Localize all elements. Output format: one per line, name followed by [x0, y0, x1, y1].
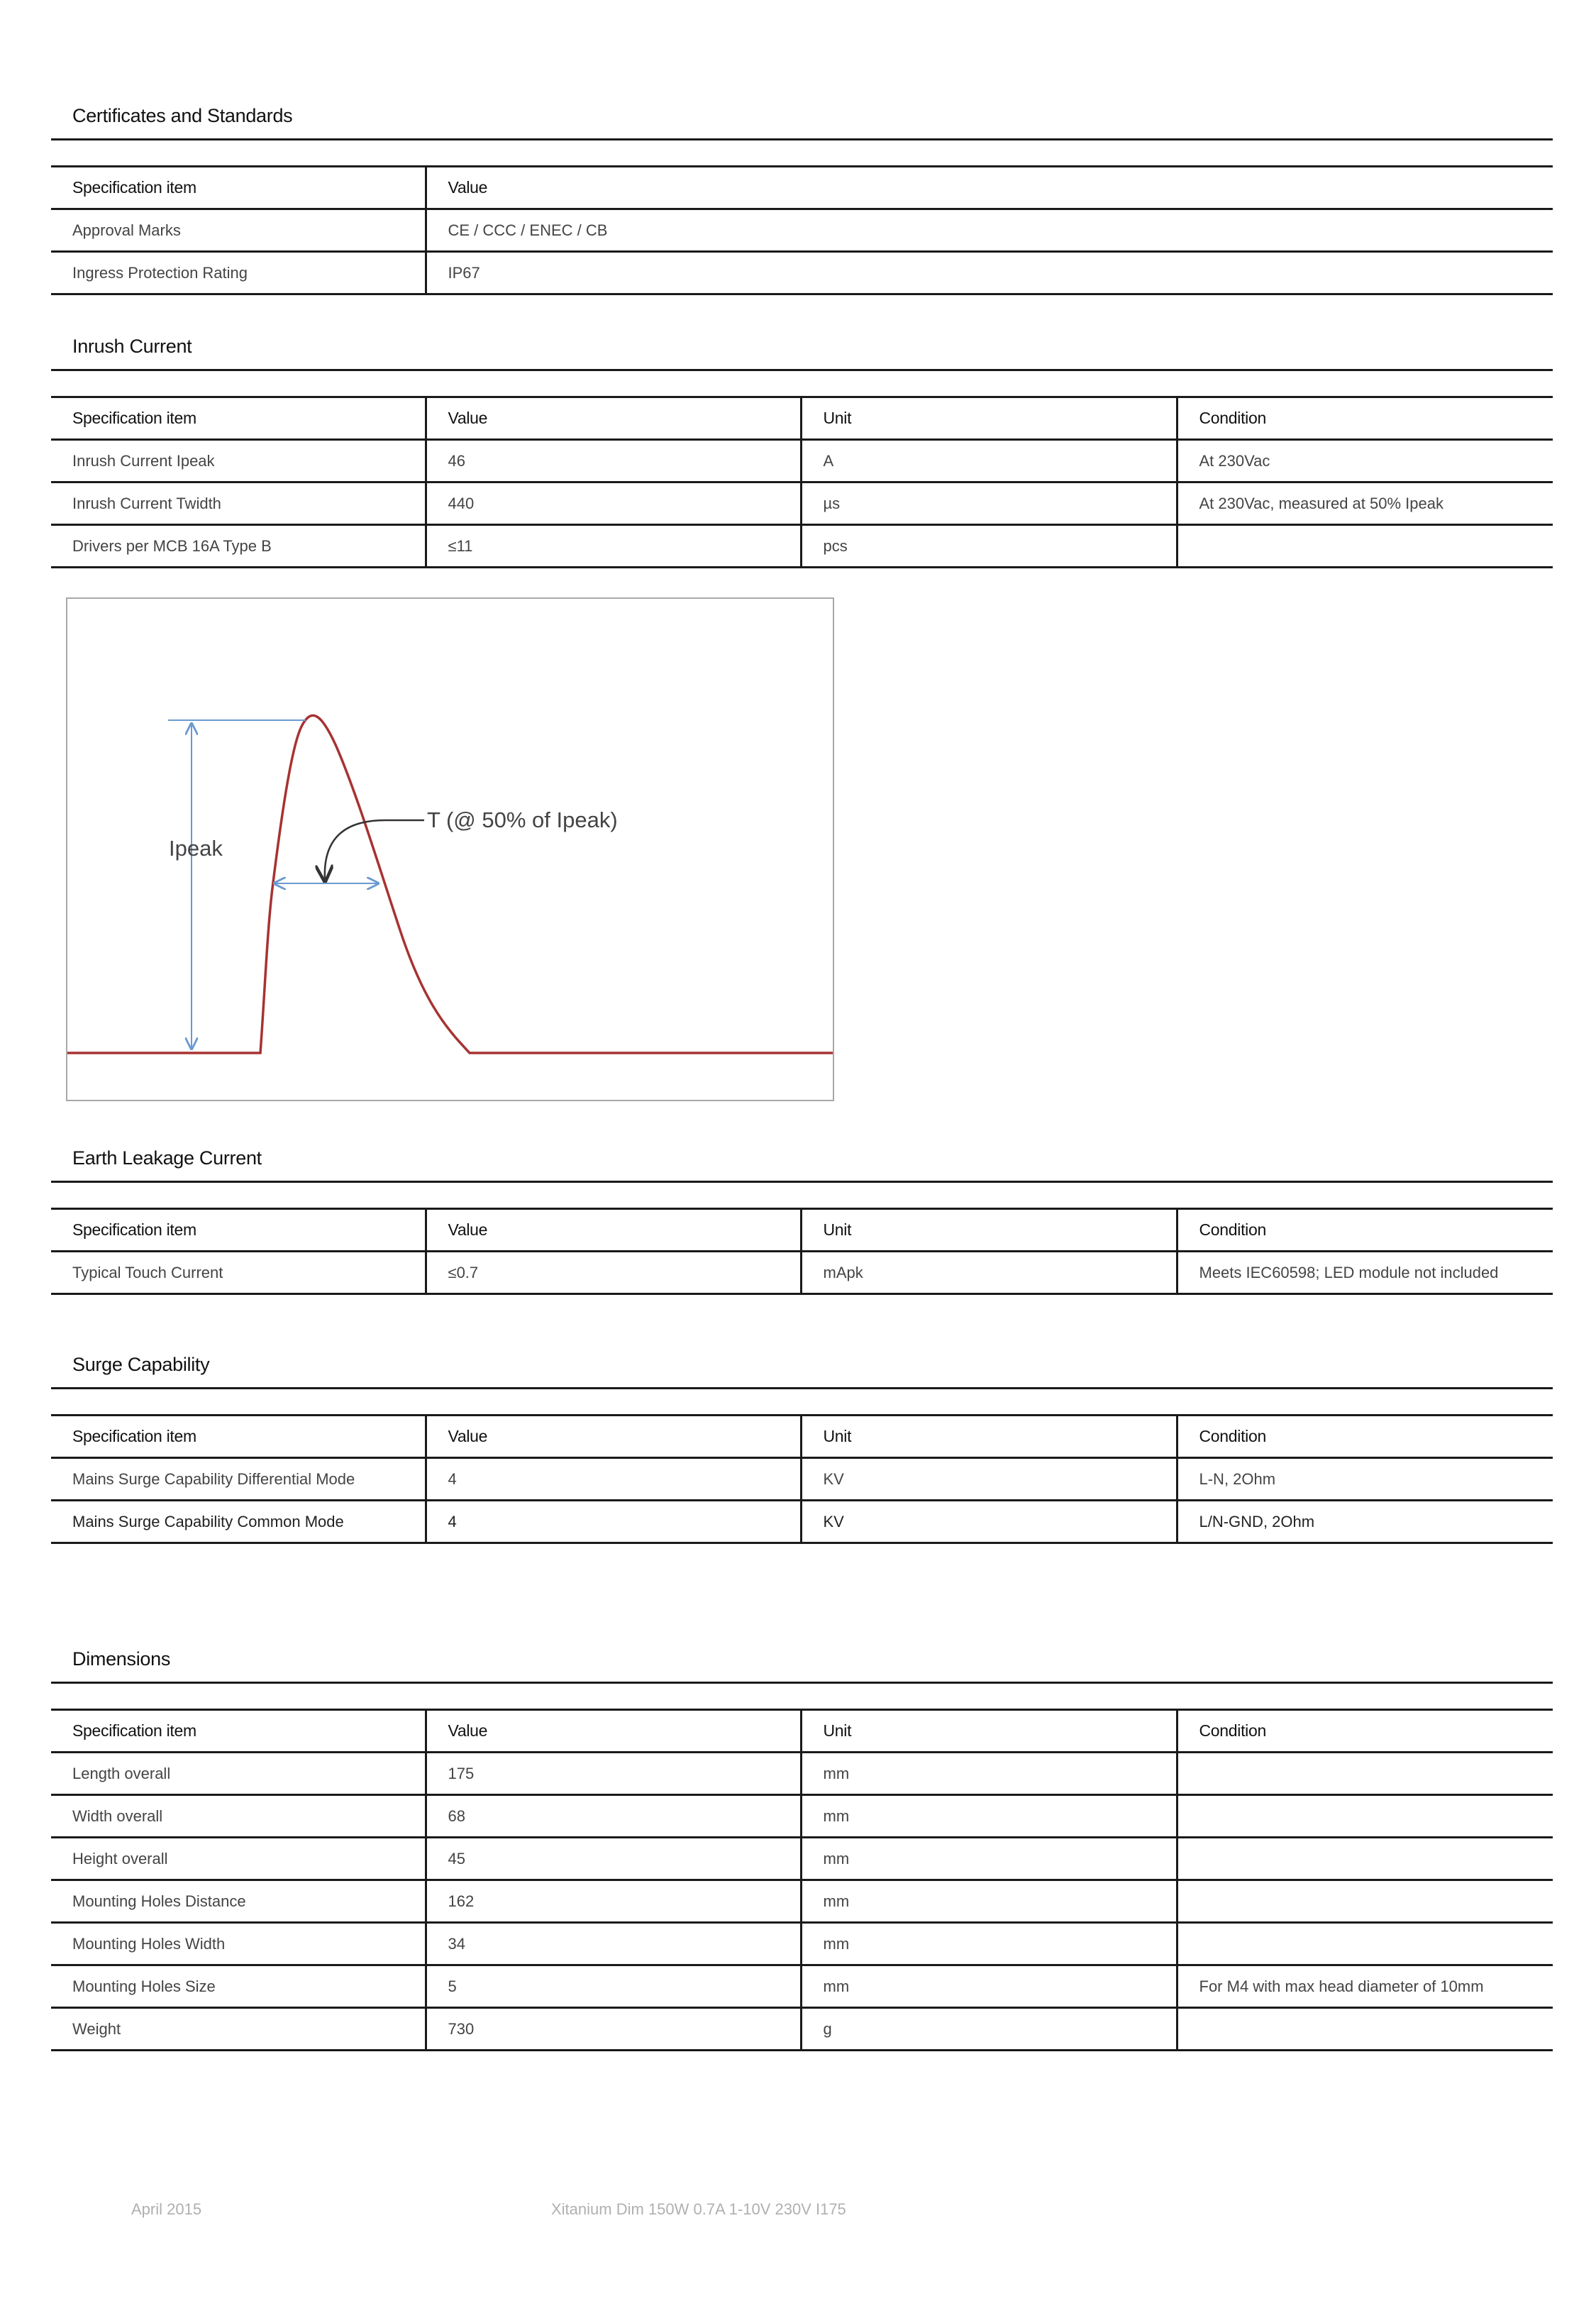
table-cell: mm	[801, 1923, 1177, 1965]
table-cell	[1177, 1795, 1553, 1838]
header-cell: Specification item	[51, 1710, 426, 1753]
section-rule	[51, 1682, 1553, 1684]
header-cell: Unit	[801, 397, 1177, 440]
table-cell: Height overall	[51, 1838, 426, 1880]
table-cell: 68	[426, 1795, 801, 1838]
table-row	[51, 1252, 1553, 1294]
footer-product-name: Xitanium Dim 150W 0.7A 1-10V 230V I175	[551, 2200, 846, 2218]
leakage-table	[51, 1208, 1553, 1295]
table-cell: mm	[801, 1880, 1177, 1923]
table-cell: 45	[426, 1838, 801, 1880]
header-cell: Specification item	[51, 1416, 426, 1458]
table-cell: 162	[426, 1880, 801, 1923]
table-cell: Mounting Holes Size	[51, 1965, 426, 2008]
table-cell: mm	[801, 1795, 1177, 1838]
header-cell: Condition	[1177, 397, 1553, 440]
table-header-row	[51, 1710, 1553, 1753]
table-cell: Inrush Current Twidth	[51, 482, 426, 525]
table-cell: At 230Vac, measured at 50% Ipeak	[1177, 482, 1553, 525]
section-rule	[51, 369, 1553, 371]
table-cell: Mains Surge Capability Common Mode	[51, 1501, 426, 1543]
table-cell: 730	[426, 2008, 801, 2051]
header-cell: Condition	[1177, 1710, 1553, 1753]
table-cell: KV	[801, 1458, 1177, 1501]
table-cell: A	[801, 440, 1177, 482]
table-cell	[1177, 525, 1553, 568]
table-cell: Meets IEC60598; LED module not included	[1177, 1252, 1553, 1294]
table-row	[51, 1923, 1553, 1965]
inrush-current-curve	[67, 715, 833, 1053]
table-row	[51, 209, 1553, 252]
section-title-dimensions: Dimensions	[72, 1648, 171, 1670]
table-cell: Mounting Holes Width	[51, 1923, 426, 1965]
table-cell: IP67	[426, 252, 1553, 294]
table-cell: 4	[426, 1501, 801, 1543]
table-row	[51, 1458, 1553, 1501]
table-cell: µs	[801, 482, 1177, 525]
table-row	[51, 1753, 1553, 1795]
table-cell: mApk	[801, 1252, 1177, 1294]
table-row	[51, 1965, 1553, 2008]
header-cell: Value	[426, 1416, 801, 1458]
table-cell: For M4 with max head diameter of 10mm	[1177, 1965, 1553, 2008]
table-header-row	[51, 1209, 1553, 1252]
section-rule	[51, 1387, 1553, 1389]
inrush-waveform-diagram	[67, 599, 833, 1100]
table-cell	[1177, 1753, 1553, 1795]
section-title-inrush: Inrush Current	[72, 336, 192, 357]
header-cell: Condition	[1177, 1209, 1553, 1252]
table-cell: Mains Surge Capability Differential Mode	[51, 1458, 426, 1501]
table-cell	[1177, 1880, 1553, 1923]
table-cell: Weight	[51, 2008, 426, 2051]
table-row	[51, 525, 1553, 568]
header-cell: Unit	[801, 1209, 1177, 1252]
ipeak-label: Ipeak	[169, 836, 223, 861]
section-rule	[51, 138, 1553, 140]
table-cell: mm	[801, 1753, 1177, 1795]
certificates-table	[51, 165, 1553, 295]
table-cell: 5	[426, 1965, 801, 2008]
table-cell: Width overall	[51, 1795, 426, 1838]
table-cell: 440	[426, 482, 801, 525]
table-row	[51, 482, 1553, 525]
surge-table	[51, 1414, 1553, 1544]
table-cell: pcs	[801, 525, 1177, 568]
table-cell: mm	[801, 1965, 1177, 2008]
inrush-waveform-figure	[66, 597, 834, 1101]
table-row	[51, 1501, 1553, 1543]
t-width-label: T (@ 50% of Ipeak)	[427, 807, 618, 832]
table-cell: 34	[426, 1923, 801, 1965]
table-cell: Length overall	[51, 1753, 426, 1795]
header-cell: Specification item	[51, 397, 426, 440]
section-rule	[51, 1181, 1553, 1183]
header-cell: Value	[426, 397, 801, 440]
table-row	[51, 440, 1553, 482]
header-cell: Unit	[801, 1710, 1177, 1753]
table-cell: CE / CCC / ENEC / CB	[426, 209, 1553, 252]
table-cell: Ingress Protection Rating	[51, 252, 426, 294]
section-title-certificates: Certificates and Standards	[72, 105, 293, 126]
inrush-table	[51, 396, 1553, 568]
table-cell: KV	[801, 1501, 1177, 1543]
table-row	[51, 1838, 1553, 1880]
table-row	[51, 2008, 1553, 2051]
table-cell: g	[801, 2008, 1177, 2051]
table-cell: L-N, 2Ohm	[1177, 1458, 1553, 1501]
header-cell: Unit	[801, 1416, 1177, 1458]
table-cell	[1177, 1923, 1553, 1965]
table-cell: 46	[426, 440, 801, 482]
header-cell: Specification item	[51, 167, 426, 209]
section-title-leakage: Earth Leakage Current	[72, 1147, 262, 1169]
table-cell: L/N-GND, 2Ohm	[1177, 1501, 1553, 1543]
table-cell: Typical Touch Current	[51, 1252, 426, 1294]
table-cell: ≤0.7	[426, 1252, 801, 1294]
table-header-row	[51, 397, 1553, 440]
dimensions-table	[51, 1709, 1553, 2051]
table-cell: Drivers per MCB 16A Type B	[51, 525, 426, 568]
header-cell: Value	[426, 1710, 801, 1753]
footer-date: April 2015	[131, 2200, 202, 2218]
header-cell: Condition	[1177, 1416, 1553, 1458]
table-cell: 175	[426, 1753, 801, 1795]
header-cell: Specification item	[51, 1209, 426, 1252]
table-header-row	[51, 1416, 1553, 1458]
section-title-surge: Surge Capability	[72, 1354, 210, 1375]
table-cell: mm	[801, 1838, 1177, 1880]
table-cell: Approval Marks	[51, 209, 426, 252]
table-cell	[1177, 2008, 1553, 2051]
table-header-row	[51, 167, 1553, 209]
header-cell: Value	[426, 167, 1553, 209]
table-cell: 4	[426, 1458, 801, 1501]
table-cell	[1177, 1838, 1553, 1880]
table-row	[51, 1795, 1553, 1838]
table-cell: Inrush Current Ipeak	[51, 440, 426, 482]
table-cell: At 230Vac	[1177, 440, 1553, 482]
table-cell: ≤11	[426, 525, 801, 568]
table-row	[51, 252, 1553, 294]
table-row	[51, 1880, 1553, 1923]
header-cell: Value	[426, 1209, 801, 1252]
table-cell: Mounting Holes Distance	[51, 1880, 426, 1923]
